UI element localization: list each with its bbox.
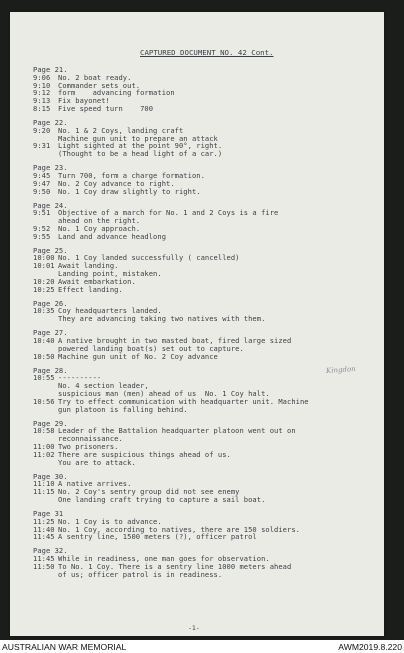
entry-time bbox=[33, 459, 58, 467]
entry-text: No. 1 & 2 Coys, landing craft bbox=[58, 125, 184, 135]
document-title: CAPTURED DOCUMENT NO. 42 Cont. bbox=[140, 48, 274, 57]
entry-text: There are suspicious things ahead of us. bbox=[58, 449, 231, 459]
entry-time: 10:50 bbox=[33, 351, 55, 361]
log-entry-line bbox=[33, 105, 378, 113]
page-section bbox=[33, 473, 378, 504]
entry-text: No. 2 Coy advance to right. bbox=[58, 178, 175, 188]
entry-time: 9:31 bbox=[33, 141, 51, 151]
entry-text: Objective of a march for No. 1 and 2 Coys is a fire bbox=[58, 208, 279, 218]
entry-time: 10:55 bbox=[33, 373, 55, 383]
log-entry-line bbox=[33, 459, 378, 467]
entry-text: A native arrives. bbox=[58, 479, 132, 489]
page-heading: Page 22. bbox=[33, 117, 68, 127]
entry-text: Light sighted at the point 90°, right. bbox=[58, 141, 223, 151]
entry-text: gun platoon is falling behind. bbox=[58, 404, 188, 414]
entry-text: Await landing. bbox=[58, 261, 119, 271]
entry-text: Five speed turn 700 bbox=[58, 103, 154, 113]
page-section bbox=[33, 300, 378, 323]
entry-text: They are advancing taking two natives with them. bbox=[58, 314, 266, 324]
entry-text: Machine gun unit to prepare an attack bbox=[58, 133, 218, 143]
entry-text: form advancing formation bbox=[58, 88, 175, 98]
page-heading: Page 24. bbox=[33, 200, 68, 210]
entry-time: 11:10 bbox=[33, 479, 55, 489]
entry-time: 10:25 bbox=[33, 284, 55, 294]
entry-text: Turn 700, form a charge formation. bbox=[58, 170, 205, 180]
log-entry-line bbox=[33, 233, 378, 241]
entry-text: Try to effect communication with headquarter unit. Machine bbox=[58, 396, 309, 406]
page-heading: Page 27. bbox=[33, 328, 68, 338]
log-entry-line bbox=[33, 496, 378, 504]
page-heading: Page 23. bbox=[33, 163, 68, 173]
entry-text: ahead on the right. bbox=[58, 216, 141, 226]
entry-text: No. 1 Coy draw slightly to right. bbox=[58, 186, 201, 196]
log-entry-line bbox=[33, 188, 378, 196]
entry-text: A sentry line, 1500 meters (?), officer patrol bbox=[58, 532, 257, 542]
entry-time: 10:35 bbox=[33, 306, 55, 316]
document-body bbox=[33, 66, 378, 585]
log-entry-line bbox=[33, 150, 378, 158]
entry-time: 11:50 bbox=[33, 561, 55, 571]
entry-time: 9:47 bbox=[33, 178, 51, 188]
page-heading: Page 30. bbox=[33, 471, 68, 481]
entry-text: Effect landing. bbox=[58, 284, 123, 294]
footer-institution: AUSTRALIAN WAR MEMORIAL bbox=[2, 642, 127, 652]
entry-time: 10:58 bbox=[33, 426, 55, 436]
entry-text: Commander sets out. bbox=[58, 80, 141, 90]
page-section bbox=[33, 510, 378, 541]
entry-time: 9:12 bbox=[33, 88, 51, 98]
entry-time: 10:20 bbox=[33, 276, 55, 286]
page-heading: Page 31 bbox=[33, 508, 64, 518]
entry-text: No. 1 Coy is to advance. bbox=[58, 516, 162, 526]
entry-time: 10:40 bbox=[33, 336, 55, 346]
entry-text: No. 1 Coy approach. bbox=[58, 223, 141, 233]
entry-text: Land and advance headlong bbox=[58, 231, 167, 241]
entry-text: reconnaissance. bbox=[58, 434, 123, 444]
entry-time: 9:45 bbox=[33, 170, 51, 180]
page-section bbox=[33, 202, 378, 241]
entry-text: No. 4 section leader, bbox=[58, 381, 149, 391]
entry-text: To No. 1 Coy. There is a sentry line 1000 meters ahead bbox=[58, 561, 292, 571]
log-entry-line bbox=[33, 315, 378, 323]
log-entry-line bbox=[33, 353, 378, 361]
page-section bbox=[33, 119, 378, 158]
entry-time: 9:06 bbox=[33, 72, 51, 82]
entry-text: Machine gun unit of No. 2 Coy advance bbox=[58, 351, 218, 361]
entry-time: 10:00 bbox=[33, 253, 55, 263]
entry-time: 9:52 bbox=[33, 223, 51, 233]
entry-text: Landing point, mistaken. bbox=[58, 269, 162, 279]
log-entry-line bbox=[33, 406, 378, 414]
entry-time: 11:25 bbox=[33, 516, 55, 526]
footer-accession-number: AWM2019.8.220 bbox=[338, 642, 402, 652]
entry-time: 10:56 bbox=[33, 396, 55, 406]
entry-text: No. 2 Coy's sentry group did not see enemy bbox=[58, 487, 240, 497]
entry-time bbox=[33, 571, 58, 579]
entry-time: 11:45 bbox=[33, 532, 55, 542]
entry-text: suspicious man (men) ahead of us No. 1 Coy halt. bbox=[58, 389, 270, 398]
entry-text: Fix bayonet! bbox=[58, 96, 110, 106]
log-entry-line bbox=[33, 286, 378, 294]
page-section bbox=[33, 164, 378, 195]
footer-bar bbox=[0, 640, 404, 653]
log-entry-line bbox=[33, 533, 378, 541]
page-heading: Page 26. bbox=[33, 298, 68, 308]
page-heading: Page 32. bbox=[33, 546, 68, 556]
log-entry-line bbox=[33, 571, 378, 579]
entry-time: 11:00 bbox=[33, 441, 55, 451]
entry-text: You are to attack. bbox=[58, 457, 136, 467]
entry-time: 11:45 bbox=[33, 554, 55, 564]
entry-time: 9:20 bbox=[33, 125, 51, 135]
page-number: -1- bbox=[188, 624, 200, 632]
page-section bbox=[33, 247, 378, 294]
entry-time: 9:55 bbox=[33, 231, 51, 241]
page-section bbox=[33, 329, 378, 360]
entry-text: powered landing boat(s) set out to capture. bbox=[58, 343, 244, 353]
entry-time: 10:01 bbox=[33, 261, 55, 271]
entry-text: No. 1 Coy landed successfully ( cancelled) bbox=[58, 253, 240, 263]
page-section bbox=[33, 420, 378, 467]
entry-text: (Thought to be a head light of a car.) bbox=[58, 149, 223, 159]
handwritten-note: Kingdon bbox=[325, 364, 356, 376]
entry-time bbox=[33, 496, 58, 504]
entry-text: Await embarkation. bbox=[58, 276, 136, 286]
entry-text: No. 2 boat ready. bbox=[58, 72, 132, 82]
entry-time: 9:51 bbox=[33, 208, 51, 218]
entry-time bbox=[33, 150, 58, 158]
entry-text: One landing craft trying to capture a sail boat. bbox=[58, 494, 266, 504]
page-heading: Page 25. bbox=[33, 245, 68, 255]
entry-text: of us; officer patrol is in readiness. bbox=[58, 569, 223, 579]
entry-time: 9:10 bbox=[33, 80, 51, 90]
entry-time bbox=[33, 382, 58, 390]
entry-text: A native brought in two masted boat, fired large sized bbox=[58, 336, 292, 346]
entry-time: 9:50 bbox=[33, 186, 51, 196]
entry-time: 11:40 bbox=[33, 524, 55, 534]
page-heading: Page 29. bbox=[33, 418, 68, 428]
page-section bbox=[33, 547, 378, 578]
entry-time bbox=[33, 406, 58, 414]
entry-text: ---------- bbox=[58, 373, 102, 383]
entry-time: 11:15 bbox=[33, 487, 55, 497]
page-heading: Page 28. bbox=[33, 365, 68, 375]
page-heading: Page 21. bbox=[33, 65, 68, 74]
entry-text: While in readiness, one man goes for observation. bbox=[58, 554, 270, 564]
entry-text: No. 1 Coy, according to natives, there are 150 soldiers. bbox=[58, 524, 300, 534]
entry-time bbox=[33, 315, 58, 323]
entry-text: Leader of the Battalion headquarter platoon went out on bbox=[58, 426, 296, 436]
entry-text: Two prisoners. bbox=[58, 441, 119, 451]
page-section bbox=[33, 66, 378, 113]
entry-text: Coy headquarters landed. bbox=[58, 306, 162, 316]
entry-time: 8:15 bbox=[33, 103, 51, 113]
entry-time: 9:13 bbox=[33, 96, 51, 106]
entry-time: 11:02 bbox=[33, 449, 55, 459]
